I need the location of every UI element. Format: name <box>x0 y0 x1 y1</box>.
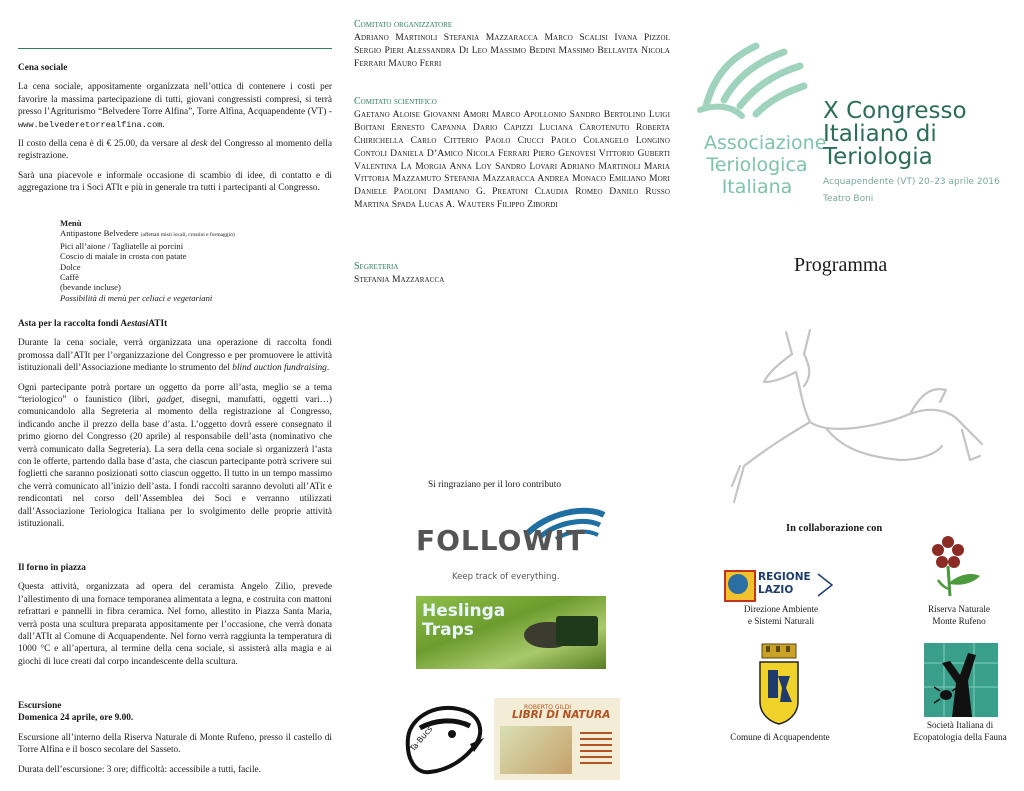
followit-logo <box>416 505 606 585</box>
svg-text:Ta·Bucs: Ta·Bucs <box>408 724 435 754</box>
caption-line: Società Italiana di <box>926 720 994 730</box>
menu-title: Menù <box>60 218 82 228</box>
regione-word: REGIONE <box>758 571 811 583</box>
heslinga-line: Traps <box>422 620 474 640</box>
siep-caption <box>900 719 1020 743</box>
association-line: Teriologica <box>706 154 808 176</box>
caption-line: e Sistemi Naturali <box>747 616 815 626</box>
forno-heading: Il forno in piazza <box>18 563 86 573</box>
escursione-date: Domenica 24 aprile, ore 9.00. <box>18 713 134 724</box>
menu-item <box>60 228 320 240</box>
comune-caption: Comune di Acquapendente <box>730 732 830 742</box>
cena-p2-end: del Congresso al momento della registrazione. <box>18 139 332 162</box>
cena-p3: Sarà una piacevole e informale occasione di scambio di idee, di contatto e di aggregazione tra i Soci ATIt e più in generale tra tutti i partecipanti al Congresso. <box>18 170 332 194</box>
caption-line: Riserva Naturale <box>928 604 990 614</box>
forno-p1: Questa attività, organizzata ad opera del ceramista Angelo Zilio, prevede l’allestimento di una fornace temporanea alimentata a legna, e costruita con mattoni refrattari e pannelli in fibra ceramica. Nel forno, allestito in Piazza Santa Maria, verrà posta una scultura preparata appositamente per l’occasione, che verrà donata dall’ATIt al Comune di Acquapendente. Nel forno verrà raggiunta la temperatura di 1000 °C e all’apertura, al termine della cena sociale, si assisterà alla magia e ai giochi di luce creati dal corpo incandescente della scultura. <box>18 582 332 667</box>
asta-p2-em: gadget <box>156 395 182 406</box>
trap-shape <box>556 616 598 646</box>
segreteria <box>354 261 670 287</box>
regione-word: LAZIO <box>758 584 794 596</box>
congress-title <box>823 100 967 169</box>
menu-item: Possibilità di menù per celiaci e vegetariani <box>60 292 213 303</box>
asta-p1-em: blind auction fundraising <box>232 363 327 374</box>
libri-di-natura-logo <box>494 698 620 780</box>
cena-section <box>18 62 332 202</box>
escursione-section <box>18 700 332 783</box>
section-title: Segreteria <box>354 261 399 272</box>
asta-heading-a: Asta per la raccolta fondi A <box>18 319 128 329</box>
asta-p1-text: Durante la cena sociale, verrà organizzata una operazione di raccolta fondi promossa dall’ATIt per l’organizzazione del Congresso e per promuovere le attività istituzionali dell’Associazione mediante lo strumento del <box>18 338 332 374</box>
menu-item-note: (affettati misti locali, crostini e formaggio) <box>140 232 235 239</box>
thanks-text: Si ringraziano per il loro contributo <box>428 480 562 490</box>
cena-p1-end: . <box>162 119 165 130</box>
menu-item: Caffè <box>60 272 79 283</box>
regione-wordmark <box>758 571 811 597</box>
comitato-organizzatore <box>354 19 670 71</box>
regione-arrow-icon <box>816 572 836 598</box>
section-title: Comitato scientifico <box>354 96 437 107</box>
left-column <box>18 0 332 791</box>
cena-p1-text: La cena sociale, appositamente organizzata nell’ottica di contenere i costi per favorire la massima partecipazione di tutti, giovani congressisti compresi, si terrà presso l’Agriturismo “Belvedere Torre Alfina”, Torre Alfina, Acquapendente (VT) - <box>18 82 332 118</box>
menu-item: Dolce <box>60 261 81 272</box>
escursione-p1: Escursione all’interno della Riserva Naturale di Monte Rufeno, presso il castello di Torre Alfina e il bosco secolare del Sasseto. <box>18 732 332 756</box>
deer-illustration-icon <box>730 326 990 516</box>
congress-line: X Congresso <box>823 98 967 124</box>
caption-line: Monte Rufeno <box>932 616 986 626</box>
followit-wordmark: FOLLOWIT <box>416 524 586 557</box>
riserva-flower-icon <box>926 534 984 600</box>
heslinga-traps-photo <box>416 596 606 669</box>
association-name <box>704 132 827 198</box>
book-illustration <box>500 726 572 774</box>
association-line: Italiana <box>721 176 793 198</box>
menu-item: Coscio di maiale in crosta con patate <box>60 251 187 262</box>
association-line: Associazione <box>704 132 827 154</box>
venue: Teatro Boni <box>823 194 874 204</box>
congress-line: Teriologia <box>823 144 933 170</box>
caption-line: Ecopatologia della Fauna <box>913 732 1007 742</box>
regione-crest-inner <box>728 574 748 594</box>
regione-lazio-logo <box>724 570 836 602</box>
cena-p2-desk: desk <box>190 139 208 150</box>
asta-p1-end: . <box>326 363 330 374</box>
place-date: Acquapendente (VT) 20–23 aprile 2016 <box>823 177 1000 187</box>
asta-heading-b: estasi <box>127 319 149 329</box>
riserva-caption <box>916 603 1002 627</box>
collab-title: In collaborazione con <box>786 523 883 534</box>
book-list <box>580 728 612 768</box>
top-rule <box>18 48 332 49</box>
right-column <box>690 0 1024 791</box>
siep-tree-icon <box>924 643 998 717</box>
names-list: Gaetano Aloise Giovanni Amori Marco Apollonio Sandro Bertolino Luigi Boitani Ernesto Capanna Dario Capizzi Luciana Carotenuto Roberta Chirichella Carlo Citterio Paolo Ciucci Paolo Colangelo Longino Contoli Daniela D’Amico Nicola Ferrari Piero Genovesi Vittorio Guberti Valentina La Morgia Anna Loy Sandro Lovari Adriano Martinoli Maria Vittoria Mazzamuto Stefania Mazzaracca Andrea Monaco Emiliano Mori Daniele Paoloni Damiano G. Preatoni Claudia Romeo Danilo Russo Martina Spada Lucas A. Wauters Filippo Zibordi <box>354 108 670 211</box>
asta-p2-text: Ogni partecipante potrà portare un oggetto da porre all’asta, meglio se a tema “teriologico” o faunistico (libri, <box>18 382 332 406</box>
cena-p2-text: Il costo della cena è di € 25.00, da versare al <box>18 139 191 150</box>
siep-logo <box>924 643 998 717</box>
regione-caption <box>716 603 846 627</box>
asta-heading <box>18 318 332 330</box>
book-title: LIBRI DI NATURA <box>512 709 611 721</box>
book-author: ROBERTO GILDI <box>524 704 571 711</box>
menu-item-text: Antipastone Belvedere <box>60 228 139 239</box>
section-title: Comitato organizzatore <box>354 19 453 30</box>
escursione-heading: Escursione <box>18 701 62 711</box>
names-list: Stefania Mazzaracca <box>354 273 445 285</box>
programma-title: Programma <box>794 254 888 276</box>
menu-item: (bevande incluse) <box>60 282 121 293</box>
heslinga-title <box>422 602 505 640</box>
asta-p2-end: , disegni, manufatti, oggetti vari…) comunicandolo alla Segreteria al momento della registrazione al Congresso, indicando anche il prezzo della base d’asta. L’oggetto dovrà essere consegnato il primo giorno del Congresso (20 aprile) al responsabile dell’asta (nominativo che verrà comunicato dalla Segreteria). La sera della cena sociale si organizzerà l’asta con le offerte, partendo dalla base d’asta, che ciascun partecipante potrà scrivere sui foglietti che saranno posizionati sotto ciascun oggetto. Il tutto in un tempo massimo che verrà comunicato all’inizio dell’asta. I fondi raccolti saranno devoluti all’ATit e rendicontati nel corso dell’Assemblea dei Soci e verranno utilizzati dall’Associazione Teriologica Italiana per lo svolgimento delle proprie attività istituzionali. <box>18 395 332 530</box>
heslinga-line: Heslinga <box>422 601 506 621</box>
asta-section <box>18 318 332 538</box>
escursione-p2: Durata dell’escursione: 3 ore; difficoltà: accessibile a tutti, facile. <box>18 764 261 775</box>
cena-url-link[interactable]: www.belvederetorrealfina.com <box>18 119 163 130</box>
asta-p2 <box>18 382 332 531</box>
caption-line: Direzione Ambiente <box>743 604 819 614</box>
menu-block <box>60 218 320 303</box>
followit-tagline: Keep track of everything. <box>452 572 560 582</box>
cena-heading: Cena sociale <box>18 63 68 73</box>
middle-column <box>354 0 670 791</box>
badger-logo <box>400 698 486 780</box>
comitato-scientifico <box>354 96 670 212</box>
comune-crest-icon <box>756 642 802 726</box>
animal-head-icon <box>400 698 486 780</box>
cena-p1 <box>18 81 332 131</box>
menu-item: Pici all’aione / Tagliatelle ai porcini <box>60 240 184 251</box>
cena-p2 <box>18 138 332 163</box>
asta-p1 <box>18 337 332 374</box>
names-list: Adriano Martinoli Stefania Mazzaracca Marco Scalisi Ivana Pizzol Sergio Pieri Alessandra Di Leo Massimo Bedini Massimo Bellavita Nicola Ferrari Mauro Ferri <box>354 31 670 69</box>
congress-line: Italiano di <box>823 121 937 147</box>
forno-section <box>18 562 332 675</box>
porcupine-logo-icon <box>696 36 808 124</box>
asta-heading-c: ATIt <box>148 319 168 329</box>
